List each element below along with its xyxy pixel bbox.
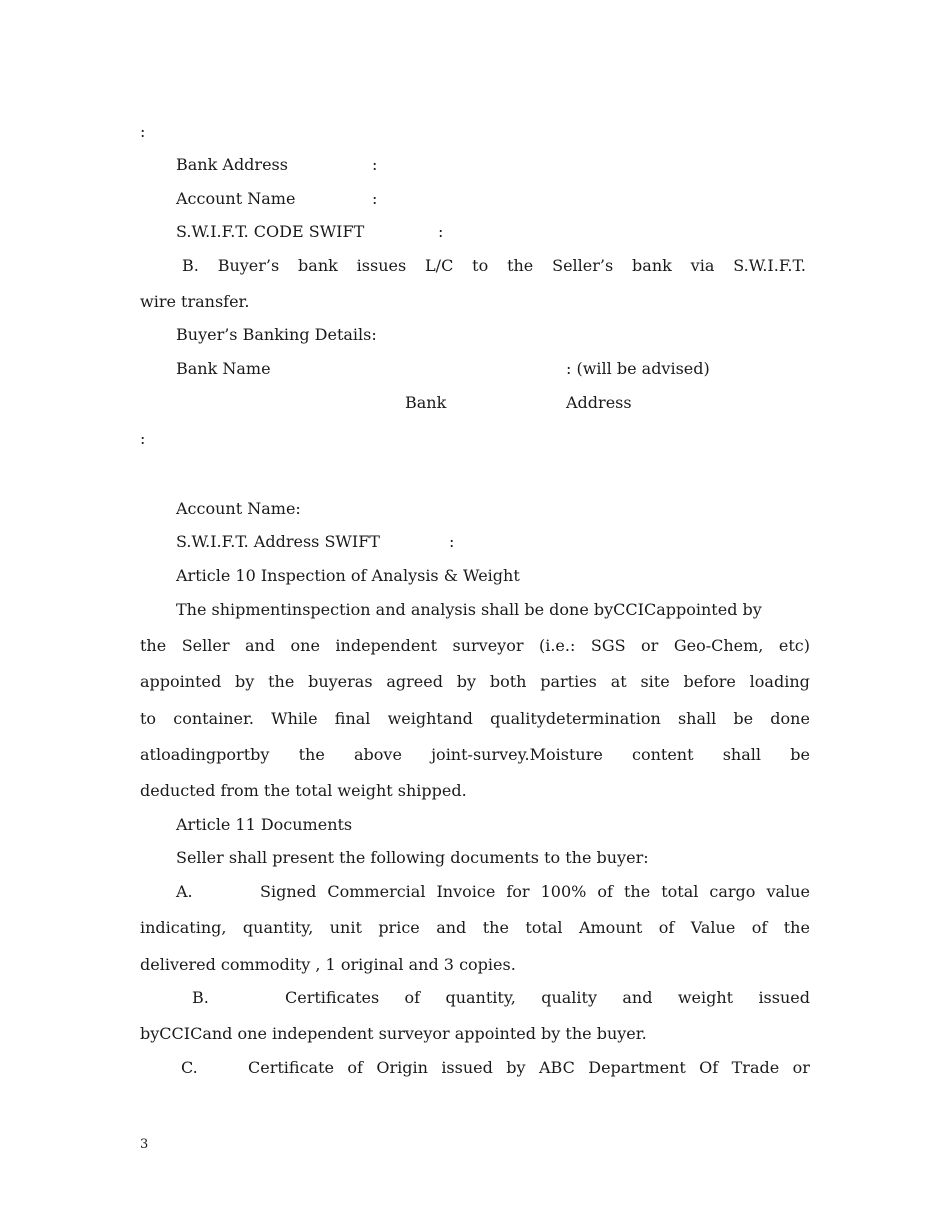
- word: via: [690, 256, 715, 275]
- word: quantity,: [445, 988, 516, 1007]
- word: value: [766, 882, 810, 901]
- word: Origin: [376, 1058, 428, 1077]
- word: of: [347, 1058, 363, 1077]
- word: Trade: [731, 1058, 780, 1077]
- word: SGS: [590, 636, 626, 655]
- article-10-line: [140, 709, 810, 729]
- word: L/C: [425, 256, 454, 275]
- word: surveyor: [452, 636, 524, 655]
- word: quantity,: [242, 918, 314, 937]
- word: Seller’s: [552, 256, 614, 275]
- word: or: [641, 636, 659, 655]
- word: Certificate: [248, 1058, 334, 1077]
- word: joint-survey.Moisture: [431, 745, 603, 764]
- word: the: [783, 918, 810, 937]
- word: of: [751, 918, 768, 937]
- article-10-line: [140, 672, 810, 692]
- article-11-intro: Seller shall present the following documents to the buyer:: [176, 848, 649, 867]
- word: be: [733, 709, 754, 728]
- word: the: [268, 672, 295, 691]
- word: of: [597, 882, 613, 901]
- word: issues: [356, 256, 407, 275]
- item-c-line: [248, 1058, 810, 1078]
- item-a-line: delivered commodity , 1 original and 3 copies.: [140, 955, 516, 974]
- word: weightand: [387, 709, 473, 728]
- colon-text: :: [140, 122, 146, 141]
- word: and: [622, 988, 653, 1007]
- word: ABC: [538, 1058, 575, 1077]
- word: the: [140, 636, 167, 655]
- word: shall: [722, 745, 762, 764]
- word: done: [770, 709, 810, 728]
- word: by: [456, 672, 477, 691]
- swift-code-colon: :: [438, 222, 444, 241]
- word: Seller: [181, 636, 230, 655]
- word: price: [378, 918, 420, 937]
- buyer-account-name-label: Account Name:: [176, 499, 301, 518]
- word: Of: [699, 1058, 719, 1077]
- word: independent: [335, 636, 438, 655]
- word: and: [244, 636, 276, 655]
- account-name-colon: :: [372, 189, 378, 208]
- word: of: [658, 918, 675, 937]
- word: container.: [173, 709, 254, 728]
- word: S.W.I.F.T.: [733, 256, 806, 275]
- word: bank: [632, 256, 672, 275]
- item-b-marker: B.: [192, 988, 209, 1007]
- word: one: [290, 636, 320, 655]
- word: shall: [677, 709, 717, 728]
- article-10-line: deducted from the total weight shipped.: [140, 781, 467, 800]
- article-10-line: [140, 745, 810, 765]
- word: cargo: [709, 882, 756, 901]
- word: Value: [690, 918, 736, 937]
- word: at: [610, 672, 627, 691]
- word: the: [482, 918, 509, 937]
- word: be: [790, 745, 810, 764]
- word: appointed: [140, 672, 222, 691]
- swift-code-label: S.W.I.F.T. CODE SWIFT: [176, 222, 365, 241]
- article-10-heading: Article 10 Inspection of Analysis & Weight: [176, 566, 520, 585]
- word: buyeras: [308, 672, 373, 691]
- article-11-heading: Article 11 Documents: [176, 815, 353, 834]
- word: by: [506, 1058, 526, 1077]
- bank-address-label: Bank Address: [176, 155, 288, 174]
- word: before: [683, 672, 736, 691]
- account-name-label: Account Name: [176, 189, 296, 208]
- word: Certificates: [285, 988, 380, 1007]
- clause-b-line: wire transfer.: [140, 292, 250, 311]
- bank-name-value: : (will be advised): [566, 359, 710, 378]
- word: weight: [677, 988, 734, 1007]
- word: total: [661, 882, 699, 901]
- word: bank: [298, 256, 338, 275]
- word: 100%: [540, 882, 587, 901]
- word: the: [507, 256, 534, 275]
- word: issued: [758, 988, 810, 1007]
- word: qualitydetermination: [490, 709, 661, 728]
- page-number: 3: [140, 1137, 149, 1152]
- word: loading: [749, 672, 810, 691]
- word: B.: [182, 256, 199, 275]
- word: Invoice: [436, 882, 496, 901]
- word: parties: [540, 672, 597, 691]
- item-a-marker: A.: [176, 882, 193, 901]
- colon-text: :: [140, 429, 146, 448]
- item-a-line: [260, 882, 810, 902]
- word: or: [792, 1058, 810, 1077]
- word: etc): [778, 636, 810, 655]
- article-10-line: [140, 636, 810, 656]
- bank-address-colon: :: [372, 155, 378, 174]
- word: the: [298, 745, 325, 764]
- word: by: [235, 672, 255, 691]
- word: issued: [441, 1058, 493, 1077]
- word: of: [404, 988, 421, 1007]
- swift-address-colon: :: [449, 532, 455, 551]
- word: indicating,: [140, 918, 227, 937]
- bank-name-label: Bank Name: [176, 359, 271, 378]
- word: Geo-Chem,: [673, 636, 764, 655]
- word: Signed: [260, 882, 317, 901]
- word: and: [436, 918, 467, 937]
- word: to: [472, 256, 489, 275]
- word: to: [140, 709, 157, 728]
- clause-b-line: [182, 256, 806, 276]
- article-10-line: The shipmentinspection and analysis shall be done byCCICappointed by: [176, 600, 762, 619]
- word: quality: [541, 988, 597, 1007]
- word: content: [632, 745, 694, 764]
- address-word: Address: [566, 393, 632, 412]
- word: atloadingportby: [140, 745, 270, 764]
- word: site: [640, 672, 670, 691]
- bank-word: Bank: [405, 393, 447, 412]
- word: Department: [588, 1058, 686, 1077]
- swift-address-label: S.W.I.F.T. Address SWIFT: [176, 532, 380, 551]
- word: Commercial: [327, 882, 426, 901]
- item-a-line: [140, 918, 810, 938]
- item-b-line: byCCICand one independent surveyor appointed by the buyer.: [140, 1024, 647, 1043]
- word: (i.e.:: [538, 636, 576, 655]
- word: While: [271, 709, 318, 728]
- word: final: [334, 709, 371, 728]
- word: agreed: [386, 672, 443, 691]
- word: above: [353, 745, 402, 764]
- word: Amount: [578, 918, 643, 937]
- item-b-line: [285, 988, 810, 1008]
- buyer-banking-heading: Buyer’s Banking Details:: [176, 325, 377, 344]
- word: total: [525, 918, 563, 937]
- word: the: [623, 882, 651, 901]
- word: both: [489, 672, 527, 691]
- word: Buyer’s: [217, 256, 280, 275]
- word: for: [506, 882, 530, 901]
- word: unit: [329, 918, 362, 937]
- item-c-marker: C.: [181, 1058, 198, 1077]
